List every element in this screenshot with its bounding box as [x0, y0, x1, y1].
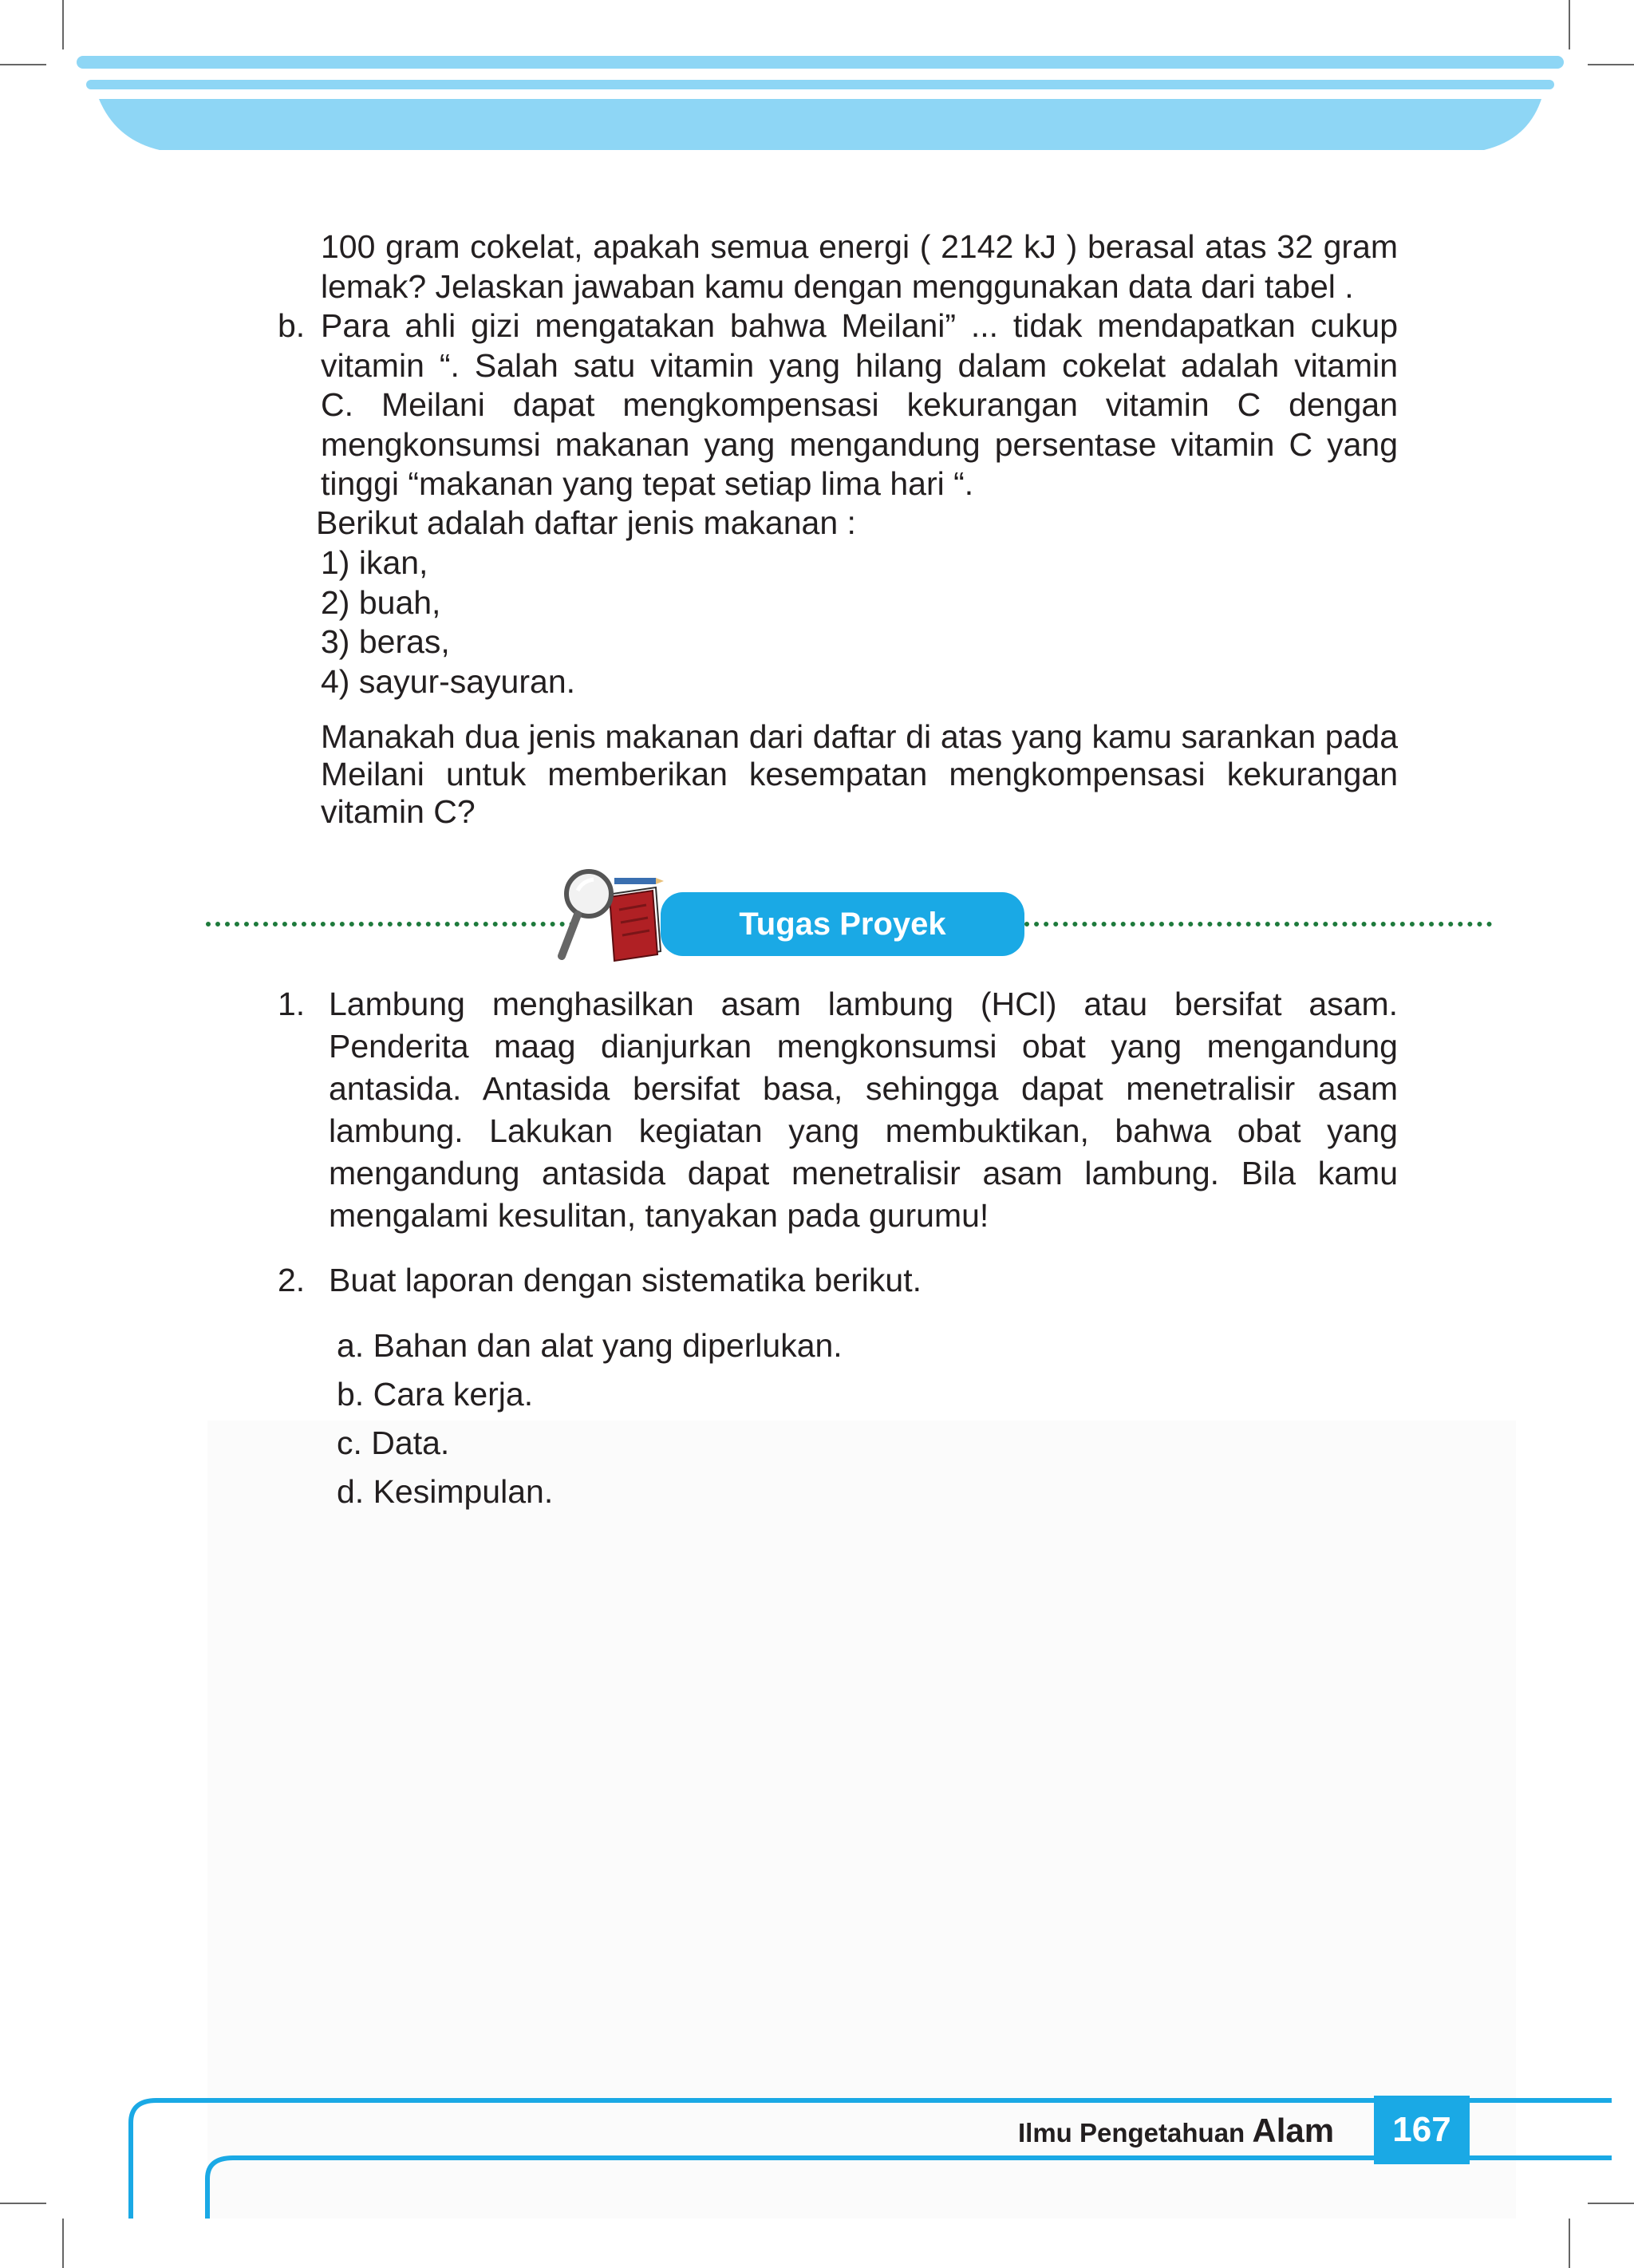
- task-item-1-text: [329, 983, 1398, 1237]
- subitem: b. Cara kerja.: [337, 1376, 534, 1413]
- food-item: 2) buah,: [321, 583, 441, 621]
- text-line: mengkonsumsi makanan yang mengandung persentase vitamin C yang: [321, 425, 1398, 463]
- question-b-closing: [321, 718, 1398, 831]
- page-number: 167: [1374, 2096, 1470, 2164]
- pencil-icon: [614, 878, 664, 884]
- text-line: Lambung menghasilkan asam lambung (HCl) atau bersifat asam.: [329, 986, 1398, 1022]
- text-line: Penderita maag dianjurkan mengkonsumsi obat yang mengandung: [329, 1028, 1398, 1065]
- book-title-part1: Ilmu Pengetahuan: [1018, 2118, 1253, 2147]
- task-section-title: Tugas Proyek: [661, 892, 1024, 956]
- text-line: tinggi “makanan yang tepat setiap lima hari “.: [321, 465, 974, 502]
- dotted-divider-left: [206, 922, 574, 927]
- task-item-2-subitems: [337, 1322, 843, 1516]
- text-line: C. Meilani dapat mengkompensasi kekurangan vitamin C dengan: [321, 386, 1398, 423]
- text-line: vitamin “. Salah satu vitamin yang hilang dalam cokelat adalah vitamin: [321, 346, 1398, 384]
- text-line: lambung. Lakukan kegiatan yang membuktikan, bahwa obat yang: [329, 1112, 1398, 1149]
- text-line: Manakah dua jenis makanan dari daftar di atas yang kamu sarankan pada: [321, 718, 1398, 755]
- task-item-2-text: Buat laporan dengan sistematika berikut.: [329, 1262, 922, 1298]
- text-line: Para ahli gizi mengatakan bahwa Meilani” ... tidak mendapatkan cukup: [321, 307, 1398, 344]
- task-item-1-number: 1.: [278, 986, 306, 1022]
- text-line: 100 gram cokelat, apakah semua energi ( 2142 kJ ) berasal atas 32 gram: [321, 228, 1398, 265]
- dotted-divider-right: [1024, 922, 1492, 927]
- food-list: [321, 543, 575, 701]
- question-a-continuation: [321, 227, 1398, 306]
- food-item: 1) ikan,: [321, 544, 428, 581]
- food-item: 4) sayur-sayuran.: [321, 662, 576, 700]
- magnifier-icon: [551, 862, 670, 966]
- text-line: Meilani untuk memberikan kesempatan mengkompensasi kekurangan: [321, 756, 1398, 792]
- text-line: mengandung antasida dapat menetralisir asam lambung. Bila kamu: [329, 1155, 1398, 1191]
- food-item: 3) beras,: [321, 623, 450, 660]
- header-band: [0, 0, 1634, 192]
- subitem: a. Bahan dan alat yang diperlukan.: [337, 1327, 843, 1364]
- text-line: lemak? Jelaskan jawaban kamu dengan menggunakan data dari tabel .: [321, 267, 1354, 305]
- text-line: antasida. Antasida bersifat basa, sehingga dapat menetralisir asam: [329, 1070, 1398, 1107]
- task-item-2-number: 2.: [278, 1262, 306, 1298]
- subitem: c. Data.: [337, 1424, 450, 1461]
- question-b-text: [321, 306, 1398, 504]
- question-b-marker: b.: [278, 307, 306, 344]
- notepad-icon: [610, 887, 661, 961]
- book-title: [1018, 2112, 1334, 2150]
- text-line: vitamin C?: [321, 793, 476, 830]
- food-list-intro: Berikut adalah daftar jenis makanan :: [316, 504, 856, 541]
- text-line: mengalami kesulitan, tanyakan pada gurumu!: [329, 1197, 989, 1234]
- book-title-part2: Alam: [1252, 2112, 1335, 2149]
- subitem: d. Kesimpulan.: [337, 1473, 554, 1510]
